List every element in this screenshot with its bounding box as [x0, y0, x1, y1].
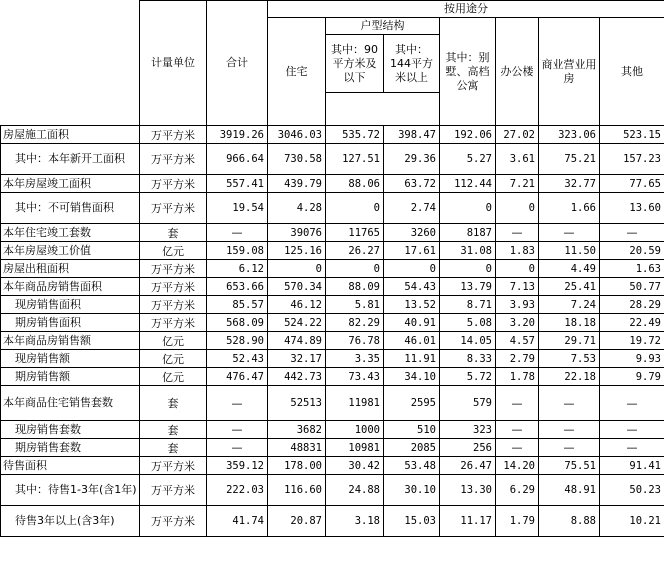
value-cell: 1.63 [600, 260, 664, 278]
value-cell: 13.79 [440, 278, 496, 296]
row-label: 待售3年以上(含3年) [1, 506, 140, 537]
value-cell: 19.72 [600, 332, 664, 350]
value-cell: 7.24 [539, 296, 600, 314]
table-row [1, 175, 664, 193]
row-unit: 万平方米 [140, 506, 207, 537]
value-cell: 75.21 [539, 144, 600, 175]
table-header [1, 1, 664, 126]
value-cell: 3046.03 [268, 126, 326, 144]
value-cell: 30.42 [326, 457, 384, 475]
value-cell: 3919.26 [207, 126, 268, 144]
value-cell: 1.79 [496, 506, 539, 537]
value-cell: 24.88 [326, 475, 384, 506]
value-cell: 46.01 [384, 332, 440, 350]
table-row [1, 457, 664, 475]
value-cell: 29.71 [539, 332, 600, 350]
value-cell: 579 [440, 386, 496, 421]
value-cell: 7.13 [496, 278, 539, 296]
value-cell: — [600, 224, 664, 242]
value-cell: 11765 [326, 224, 384, 242]
value-cell: — [496, 386, 539, 421]
value-cell: 1000 [326, 421, 384, 439]
value-cell: 323 [440, 421, 496, 439]
value-cell: 323.06 [539, 126, 600, 144]
value-cell: 15.03 [384, 506, 440, 537]
row-label: 现房销售面积 [1, 296, 140, 314]
table-row [1, 506, 664, 537]
value-cell: 5.08 [440, 314, 496, 332]
table-row [1, 439, 664, 457]
row-unit: 万平方米 [140, 144, 207, 175]
header-large-units: 其中：144平方米以上 [384, 35, 440, 93]
table-row [1, 126, 664, 144]
row-label: 期房销售套数 [1, 439, 140, 457]
value-cell: — [496, 439, 539, 457]
row-unit: 万平方米 [140, 193, 207, 224]
value-cell: 26.47 [440, 457, 496, 475]
value-cell: 25.41 [539, 278, 600, 296]
table-row [1, 224, 664, 242]
row-label: 现房销售套数 [1, 421, 140, 439]
row-unit: 亿元 [140, 350, 207, 368]
table-row [1, 421, 664, 439]
value-cell: 88.09 [326, 278, 384, 296]
row-unit: 亿元 [140, 332, 207, 350]
table-row [1, 350, 664, 368]
table-row [1, 296, 664, 314]
row-unit: 万平方米 [140, 126, 207, 144]
value-cell: — [207, 421, 268, 439]
value-cell: 8.71 [440, 296, 496, 314]
value-cell: 112.44 [440, 175, 496, 193]
value-cell: 6.29 [496, 475, 539, 506]
header-unit: 计量单位 [140, 1, 207, 126]
value-cell: 14.20 [496, 457, 539, 475]
value-cell: 34.10 [384, 368, 440, 386]
row-unit: 万平方米 [140, 260, 207, 278]
row-unit: 万平方米 [140, 278, 207, 296]
value-cell: 48831 [268, 439, 326, 457]
value-cell: 13.52 [384, 296, 440, 314]
value-cell: 48.91 [539, 475, 600, 506]
value-cell: — [600, 421, 664, 439]
value-cell: 256 [440, 439, 496, 457]
value-cell: 398.47 [384, 126, 440, 144]
value-cell: 439.79 [268, 175, 326, 193]
value-cell: 3.20 [496, 314, 539, 332]
value-cell: 91.41 [600, 457, 664, 475]
value-cell: 178.00 [268, 457, 326, 475]
value-cell: 8187 [440, 224, 496, 242]
value-cell: 557.41 [207, 175, 268, 193]
value-cell: — [207, 386, 268, 421]
header-residential: 住宅 [268, 18, 326, 126]
value-cell: 653.66 [207, 278, 268, 296]
value-cell: 2.74 [384, 193, 440, 224]
value-cell: 29.36 [384, 144, 440, 175]
value-cell: 10.21 [600, 506, 664, 537]
value-cell: 1.83 [496, 242, 539, 260]
value-cell: 31.08 [440, 242, 496, 260]
table-row [1, 314, 664, 332]
value-cell: — [600, 386, 664, 421]
value-cell: 39076 [268, 224, 326, 242]
value-cell: 88.06 [326, 175, 384, 193]
header-villa: 其中：别墅、高档公寓 [440, 18, 496, 126]
row-unit: 万平方米 [140, 475, 207, 506]
row-label: 本年商品住宅销售套数 [1, 386, 140, 421]
row-label: 本年商品房销售额 [1, 332, 140, 350]
value-cell: 474.89 [268, 332, 326, 350]
value-cell: 76.78 [326, 332, 384, 350]
value-cell: — [539, 224, 600, 242]
value-cell: 192.06 [440, 126, 496, 144]
value-cell: 52513 [268, 386, 326, 421]
value-cell: 6.12 [207, 260, 268, 278]
row-label: 本年商品房销售面积 [1, 278, 140, 296]
value-cell: 53.48 [384, 457, 440, 475]
value-cell: 52.43 [207, 350, 268, 368]
value-cell: 63.72 [384, 175, 440, 193]
header-small-units: 其中：90平方米及以下 [326, 35, 384, 93]
value-cell: 50.23 [600, 475, 664, 506]
value-cell: 157.23 [600, 144, 664, 175]
header-other: 其他 [600, 18, 664, 126]
value-cell: 28.29 [600, 296, 664, 314]
value-cell: 3.93 [496, 296, 539, 314]
value-cell: 0 [496, 260, 539, 278]
value-cell: 19.54 [207, 193, 268, 224]
value-cell: 4.49 [539, 260, 600, 278]
value-cell: 1.66 [539, 193, 600, 224]
value-cell: 7.53 [539, 350, 600, 368]
value-cell: 8.33 [440, 350, 496, 368]
value-cell: 1.78 [496, 368, 539, 386]
value-cell: 32.77 [539, 175, 600, 193]
row-unit: 套 [140, 439, 207, 457]
value-cell: 30.10 [384, 475, 440, 506]
value-cell: 2.79 [496, 350, 539, 368]
value-cell: 82.29 [326, 314, 384, 332]
value-cell: 476.47 [207, 368, 268, 386]
value-cell: 0 [384, 260, 440, 278]
value-cell: 568.09 [207, 314, 268, 332]
value-cell: 2085 [384, 439, 440, 457]
value-cell: 730.58 [268, 144, 326, 175]
table-row [1, 332, 664, 350]
row-label: 本年房屋竣工价值 [1, 242, 140, 260]
value-cell: 4.57 [496, 332, 539, 350]
row-label: 待售面积 [1, 457, 140, 475]
value-cell: 570.34 [268, 278, 326, 296]
table-row [1, 368, 664, 386]
table-row [1, 242, 664, 260]
value-cell: — [600, 439, 664, 457]
value-cell: 222.03 [207, 475, 268, 506]
value-cell: 14.05 [440, 332, 496, 350]
header-blank-cell [1, 1, 140, 126]
value-cell: 41.74 [207, 506, 268, 537]
value-cell: 46.12 [268, 296, 326, 314]
value-cell: 3682 [268, 421, 326, 439]
value-cell: 73.43 [326, 368, 384, 386]
value-cell: 116.60 [268, 475, 326, 506]
value-cell: 0 [496, 193, 539, 224]
row-label: 房屋施工面积 [1, 126, 140, 144]
row-label: 现房销售额 [1, 350, 140, 368]
value-cell: — [496, 224, 539, 242]
value-cell: 0 [326, 193, 384, 224]
value-cell: 5.72 [440, 368, 496, 386]
value-cell: 7.21 [496, 175, 539, 193]
value-cell: 40.91 [384, 314, 440, 332]
value-cell: 50.77 [600, 278, 664, 296]
row-label: 本年住宅竣工套数 [1, 224, 140, 242]
header-office: 办公楼 [496, 18, 539, 126]
row-unit: 万平方米 [140, 314, 207, 332]
value-cell: 510 [384, 421, 440, 439]
value-cell: 0 [268, 260, 326, 278]
table-row [1, 193, 664, 224]
value-cell: 85.57 [207, 296, 268, 314]
value-cell: 11.50 [539, 242, 600, 260]
row-unit: 亿元 [140, 242, 207, 260]
value-cell: 0 [440, 260, 496, 278]
value-cell: 27.02 [496, 126, 539, 144]
value-cell: 359.12 [207, 457, 268, 475]
table-row [1, 144, 664, 175]
row-unit: 套 [140, 224, 207, 242]
value-cell: 159.08 [207, 242, 268, 260]
table-row [1, 278, 664, 296]
value-cell: 11981 [326, 386, 384, 421]
value-cell: — [207, 224, 268, 242]
value-cell: — [539, 386, 600, 421]
value-cell: 32.17 [268, 350, 326, 368]
value-cell: 18.18 [539, 314, 600, 332]
value-cell: 4.28 [268, 193, 326, 224]
row-label: 其中：不可销售面积 [1, 193, 140, 224]
value-cell: 13.30 [440, 475, 496, 506]
value-cell: 9.79 [600, 368, 664, 386]
value-cell: 54.43 [384, 278, 440, 296]
row-unit: 万平方米 [140, 457, 207, 475]
value-cell: 3.18 [326, 506, 384, 537]
value-cell: 125.16 [268, 242, 326, 260]
value-cell: 13.60 [600, 193, 664, 224]
value-cell: 5.27 [440, 144, 496, 175]
value-cell: 77.65 [600, 175, 664, 193]
header-structure: 户型结构 [326, 18, 440, 35]
value-cell: 20.87 [268, 506, 326, 537]
table-row [1, 260, 664, 278]
value-cell: 10981 [326, 439, 384, 457]
value-cell: 3.61 [496, 144, 539, 175]
value-cell: 2595 [384, 386, 440, 421]
value-cell: 5.81 [326, 296, 384, 314]
value-cell: 11.91 [384, 350, 440, 368]
row-unit: 套 [140, 421, 207, 439]
table-body [1, 126, 664, 537]
value-cell: 0 [326, 260, 384, 278]
value-cell: 8.88 [539, 506, 600, 537]
value-cell: 11.17 [440, 506, 496, 537]
value-cell: 75.51 [539, 457, 600, 475]
row-unit: 万平方米 [140, 175, 207, 193]
value-cell: 523.15 [600, 126, 664, 144]
row-unit: 套 [140, 386, 207, 421]
row-unit: 亿元 [140, 368, 207, 386]
value-cell: 966.64 [207, 144, 268, 175]
value-cell: 528.90 [207, 332, 268, 350]
row-label: 房屋出租面积 [1, 260, 140, 278]
value-cell: 127.51 [326, 144, 384, 175]
value-cell: 3.35 [326, 350, 384, 368]
row-label: 期房销售面积 [1, 314, 140, 332]
value-cell: 3260 [384, 224, 440, 242]
value-cell: — [207, 439, 268, 457]
header-by-usage: 按用途分 [268, 1, 664, 18]
table-row [1, 386, 664, 421]
value-cell: 442.73 [268, 368, 326, 386]
value-cell: 17.61 [384, 242, 440, 260]
row-label: 本年房屋竣工面积 [1, 175, 140, 193]
value-cell: 524.22 [268, 314, 326, 332]
value-cell: 535.72 [326, 126, 384, 144]
value-cell: 22.49 [600, 314, 664, 332]
row-label: 其中：待售1-3年(含1年) [1, 475, 140, 506]
value-cell: 22.18 [539, 368, 600, 386]
row-label: 其中：本年新开工面积 [1, 144, 140, 175]
value-cell: 9.93 [600, 350, 664, 368]
value-cell: — [539, 421, 600, 439]
value-cell: — [496, 421, 539, 439]
header-total: 合计 [207, 1, 268, 126]
header-commercial: 商业营业用房 [539, 18, 600, 126]
value-cell: 26.27 [326, 242, 384, 260]
table-row [1, 475, 664, 506]
value-cell: — [539, 439, 600, 457]
row-label: 期房销售额 [1, 368, 140, 386]
value-cell: 0 [440, 193, 496, 224]
value-cell: 20.59 [600, 242, 664, 260]
row-unit: 万平方米 [140, 296, 207, 314]
